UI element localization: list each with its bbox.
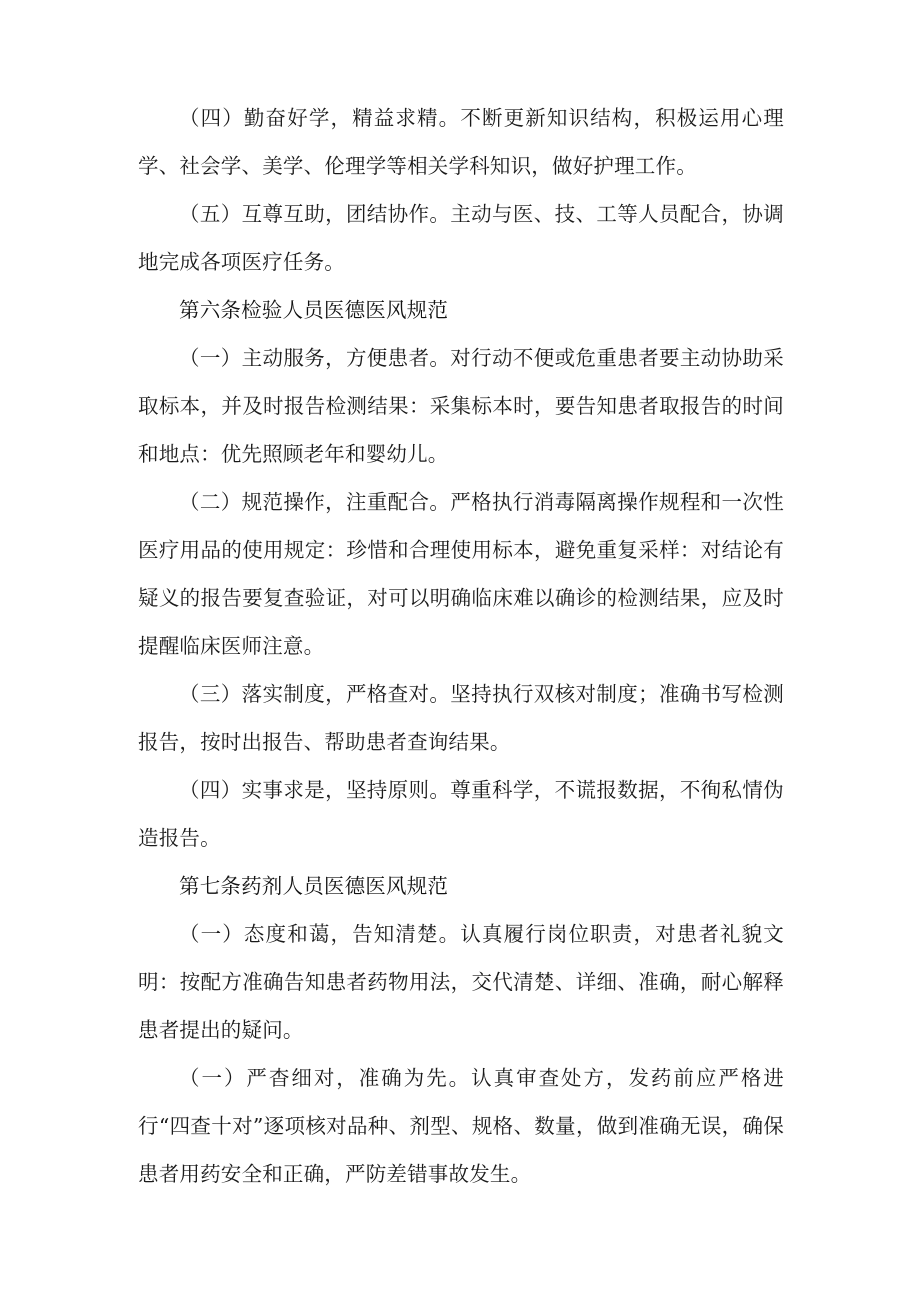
paragraph-lab-3: （三）落实制度，严格查对。坚持执行双核对制度；准确书写检测报告，按时出报告、帮助患者查询结果。 — [138, 682, 784, 754]
paragraph-nursing-4: （四）勤奋好学，精益求精。不断更新知识结构，积极运用心理学、社会学、美学、伦理学等相关学科知识，做好护理工作。 — [138, 106, 784, 178]
section-heading-article-7: 第七条药剂人员医德医风规范 — [179, 874, 449, 898]
paragraph-lab-4: （四）实事求是，坚持原则。尊重科学，不谎报数据，不徇私情伪造报告。 — [138, 778, 784, 850]
paragraph-nursing-5: （五）互尊互助，团结协作。主动与医、技、工等人员配合，协调地完成各项医疗任务。 — [138, 202, 784, 274]
document-body — [138, 94, 784, 1198]
section-heading-article-6: 第六条检验人员医德医风规范 — [179, 298, 449, 322]
paragraph-pharmacy-1: （一）态度和蔼，告知清楚。认真履行岗位职责，对患者礼貌文明：按配方准确告知患者药物用法，交代清楚、详细、准确，耐心解释患者提出的疑问。 — [138, 922, 784, 1042]
paragraph-lab-2: （二）规范操作，注重配合。严格执行消毒隔离操作规程和一次性医疗用品的使用规定：珍惜和合理使用标本，避免重复采样：对结论有疑义的报告要复查验证，对可以明确临床难以确诊的检测结果，应及时提醒临床医师注意。 — [138, 490, 784, 658]
paragraph-pharmacy-2: （一）严杳细对，准确为先。认真审查处方，发药前应严格进行“四查十对”逐项核对品种、剂型、规格、数量，做到准确无误，确保患者用药安全和正确，严防差错事故发生。 — [138, 1066, 784, 1186]
paragraph-lab-1: （一）主动服务，方便患者。对行动不便或危重患者要主动协助采取标本，并及时报告检测结果：采集标本时，要告知患者取报告的时间和地点：优先照顾老年和婴幼儿。 — [138, 346, 784, 466]
